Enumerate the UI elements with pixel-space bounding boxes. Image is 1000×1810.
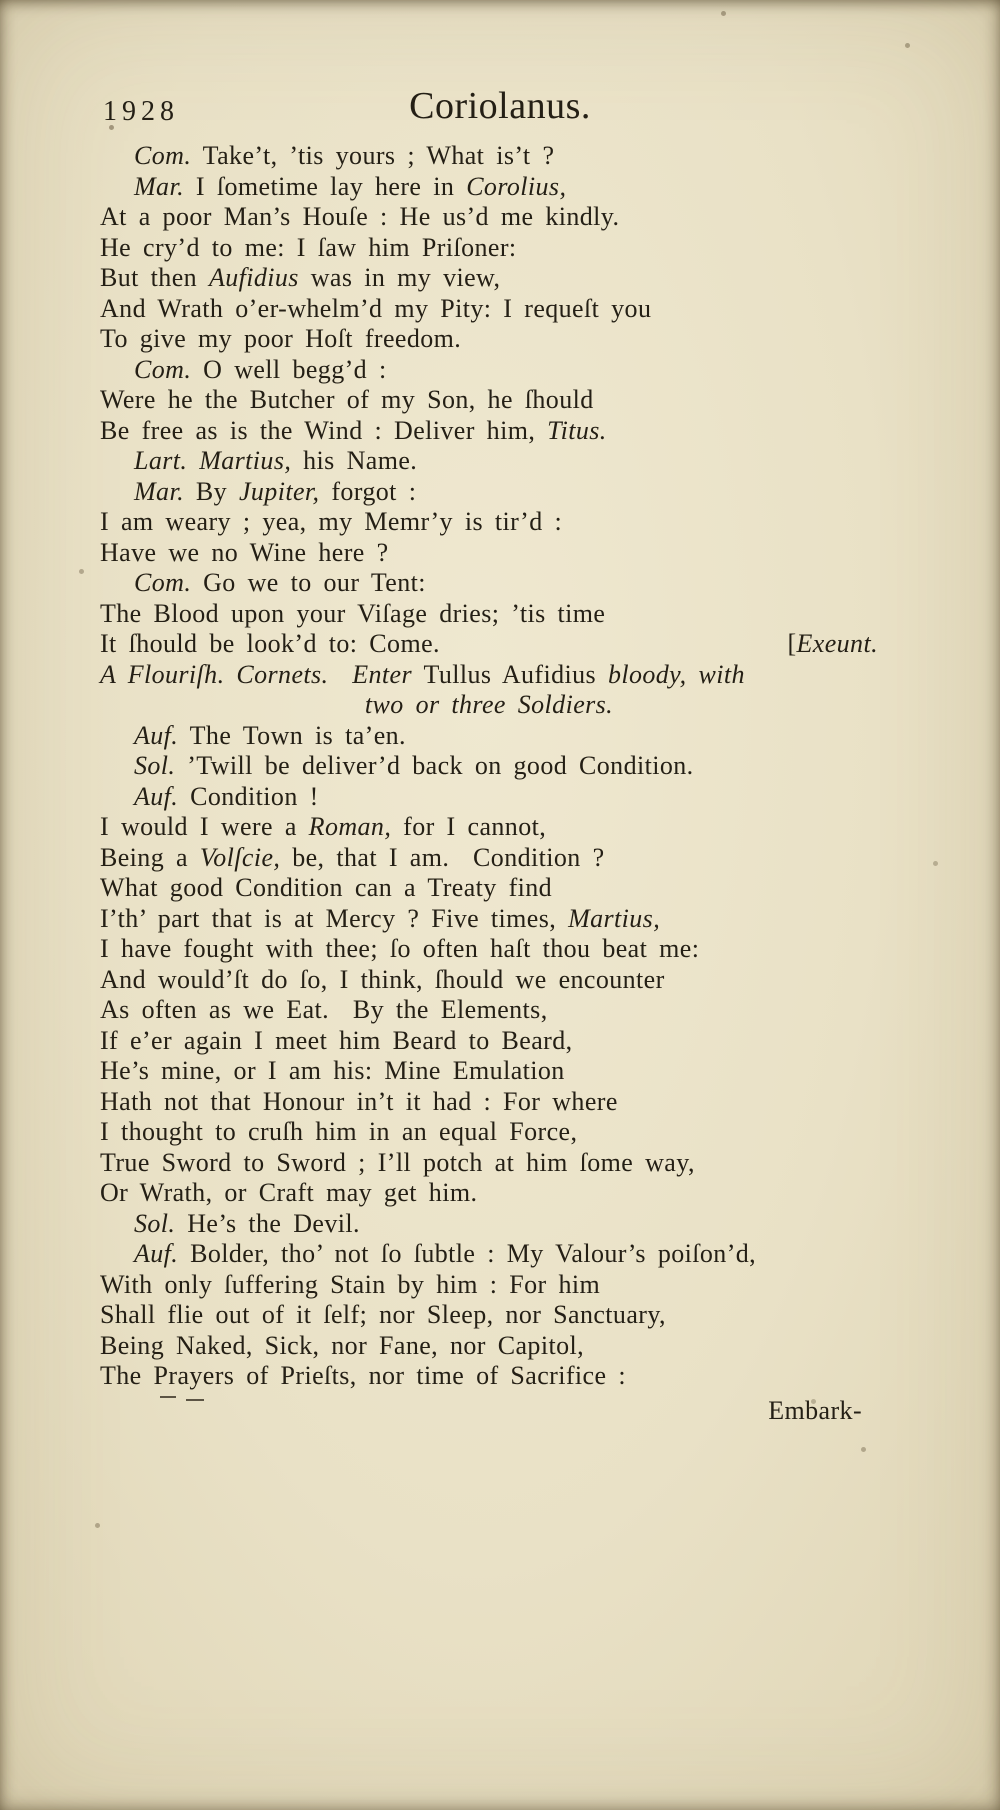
text-line: True Sword to Sword ; I’ll potch at him ſome way, — [100, 1147, 695, 1177]
text-line: He cry’d to me: I ſaw him Priſoner: — [100, 232, 517, 262]
catchword: Embark- — [768, 1396, 862, 1425]
text-line: And Wrath o’er-whelm’d my Pity: I requeſt you — [100, 293, 652, 323]
text-line: With only ſuffering Stain by him : For him — [100, 1269, 601, 1299]
text-line: I am weary ; yea, my Memr’y is tir’d : — [100, 507, 563, 536]
page-number: 1928 — [103, 96, 179, 127]
stage-direction-exit: [Exeunt. — [787, 629, 878, 658]
text-line: He’s mine, or I am his: Mine Emulation — [100, 1056, 565, 1085]
text-line: [Exeunt. It ſhould be look’d to: Come. — [100, 629, 878, 658]
text-line: To give my poor Hoſt freedom. — [100, 324, 462, 353]
text-line: Com. Go we to our Tent: — [134, 568, 426, 597]
text-line: And would’ſt do ſo, I think, ſhould we encounter — [100, 964, 665, 994]
text-line: Mar. By Jupiter, forgot : — [134, 476, 417, 506]
text-line: If e’er again I meet him Beard to Beard, — [100, 1025, 573, 1055]
text-line: Were he the Butcher of my Son, he ſhould — [100, 385, 594, 414]
text-line: What good Condition can a Treaty find — [100, 873, 553, 902]
text-line: Mar. I ſometime lay here in Corolius, — [134, 171, 567, 201]
page-title: Coriolanus. — [409, 85, 591, 127]
text-line: Com. Take’t, ’tis yours ; What is’t ? — [134, 141, 555, 170]
text-line: Auf. Condition ! — [134, 781, 319, 811]
text-line: I have fought with thee; ſo often haſt thou beat me: — [100, 934, 700, 963]
text-line: Shall flie out of it ſelf; nor Sleep, nor Sanctuary, — [100, 1300, 666, 1329]
play-text — [100, 141, 878, 1392]
text-line: Lart. Martius, his Name. — [134, 446, 418, 475]
paper-specks — [0, 0, 3, 3]
text-line: A Flouriſh. Cornets. Enter Tullus Aufidius bloody, with — [100, 659, 745, 689]
text-line: I’th’ part that is at Mercy ? Five times, Martius, — [100, 903, 661, 933]
text-line: Being a Volſcie, be, that I am. Condition ? — [100, 842, 605, 872]
text-line: At a poor Man’s Houſe : He us’d me kindly. — [100, 202, 620, 231]
text-line: I thought to cruſh him in an equal Force, — [100, 1117, 578, 1146]
text-line: As often as we Eat. By the Elements, — [100, 995, 548, 1024]
text-line: I would I were a Roman, for I cannot, — [100, 812, 547, 841]
ink-mark — [160, 1396, 176, 1398]
text-line: Com. O well begg’d : — [134, 354, 387, 384]
text-line: Sol. ’Twill be deliver’d back on good Condition. — [134, 751, 694, 780]
text-line: two or three Soldiers. — [364, 690, 614, 719]
text-line: Auf. Bolder, tho’ not ſo ſubtle : My Valour’s poiſon’d, — [134, 1239, 757, 1268]
text-line: The Prayers of Prieſts, nor time of Sacrifice : — [100, 1361, 626, 1390]
text-line: The Blood upon your Viſage dries; ’tis time — [100, 598, 606, 628]
text-line: Be free as is the Wind : Deliver him, Titus. — [100, 415, 607, 445]
text-line: Have we no Wine here ? — [100, 537, 389, 567]
text-line: Sol. He’s the Devil. — [134, 1208, 360, 1238]
ink-mark — [186, 1399, 204, 1401]
text-line: But then Aufidius was in my view, — [100, 263, 501, 292]
text-line: Hath not that Honour in’t it had : For where — [100, 1086, 618, 1116]
text-line: Auf. The Town is ta’en. — [134, 720, 406, 750]
text-line: Or Wrath, or Craft may get him. — [100, 1178, 478, 1207]
text-line: Being Naked, Sick, nor Fane, nor Capitol, — [100, 1330, 584, 1360]
